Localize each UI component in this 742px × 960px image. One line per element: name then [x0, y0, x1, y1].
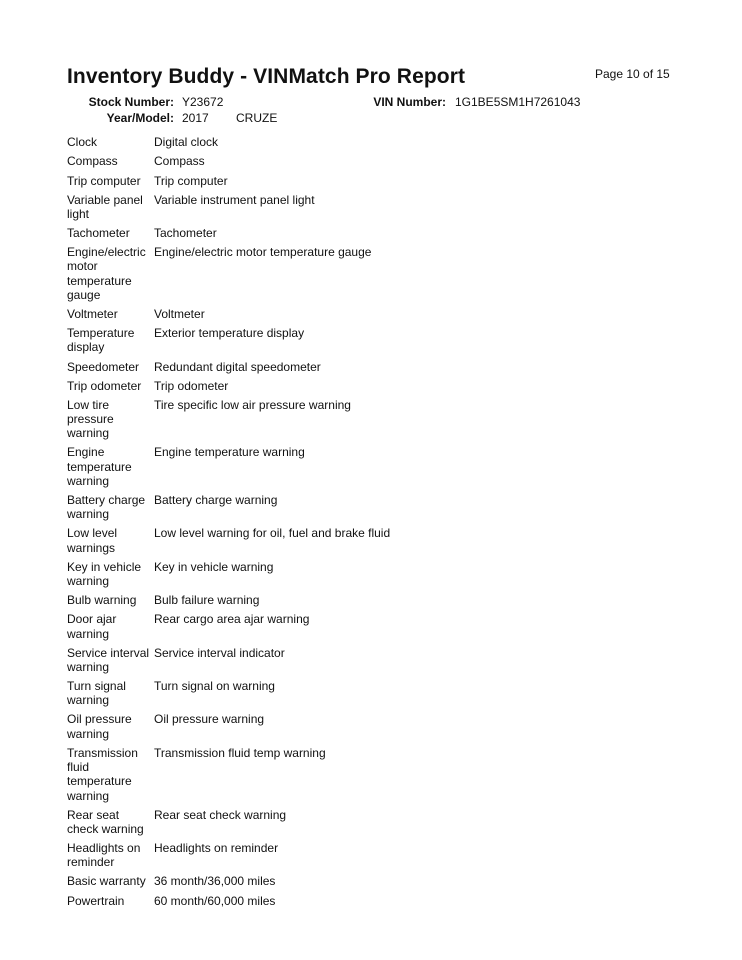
- spec-name: Headlights on reminder: [67, 841, 141, 870]
- table-row: [67, 395, 667, 443]
- spec-name: Powertrain: [67, 893, 125, 908]
- vin-number-value: 1G1BE5SM1H7261043: [455, 95, 581, 109]
- table-row: [67, 324, 667, 357]
- spec-value: Headlights on reminder: [154, 841, 279, 856]
- spec-value: Trip computer: [154, 173, 228, 188]
- table-row: [67, 591, 667, 610]
- spec-name: Tachometer: [67, 226, 130, 240]
- spec-value: 36 month/36,000 miles: [154, 874, 276, 889]
- spec-value: Oil pressure warning: [154, 712, 265, 727]
- table-row: [67, 524, 667, 557]
- table-row: [67, 305, 667, 324]
- table-row: [67, 190, 667, 223]
- spec-value: Battery charge warning: [154, 493, 278, 507]
- table-row: [67, 133, 667, 152]
- stock-number-label: Stock Number:: [88, 95, 174, 109]
- spec-value: Trip odometer: [154, 378, 229, 393]
- table-row: [67, 743, 667, 805]
- model-value: CRUZE: [236, 111, 278, 125]
- spec-name: Engine temperature warning: [67, 445, 132, 488]
- spec-table: [67, 133, 667, 910]
- table-row: [67, 443, 667, 491]
- spec-name: Low level warnings: [67, 526, 118, 555]
- table-row: [67, 557, 667, 590]
- table-row: [67, 677, 667, 710]
- spec-value: Tire specific low air pressure warning: [154, 397, 351, 412]
- year-model-label: Year/Model:: [106, 111, 174, 125]
- table-row: [67, 643, 667, 676]
- spec-name: Voltmeter: [67, 307, 118, 322]
- spec-value: Key in vehicle warning: [154, 559, 274, 574]
- table-row: [67, 610, 667, 643]
- spec-value: Voltmeter: [154, 307, 205, 322]
- spec-name: Clock: [67, 135, 98, 150]
- spec-name: Turn signal warning: [67, 678, 126, 708]
- table-row: [67, 805, 667, 838]
- spec-value: Redundant digital speedometer: [154, 359, 321, 374]
- spec-value: Service interval indicator: [154, 645, 285, 660]
- year-value: 2017: [182, 111, 209, 125]
- spec-value: Exterior temperature display: [154, 326, 305, 341]
- spec-name: Battery charge warning: [67, 493, 146, 522]
- spec-name: Trip computer: [67, 173, 141, 188]
- page-number: Page 10 of 15: [595, 67, 670, 81]
- spec-value: Rear seat check warning: [154, 807, 287, 822]
- table-row: [67, 224, 667, 243]
- vin-number-label: VIN Number:: [373, 95, 446, 109]
- table-row: [67, 710, 667, 743]
- spec-value: Turn signal on warning: [154, 678, 275, 693]
- table-row: [67, 839, 667, 872]
- spec-value: Rear cargo area ajar warning: [154, 612, 310, 627]
- spec-value: Engine/electric motor temperature gauge: [154, 245, 372, 260]
- spec-value: Variable instrument panel light: [154, 192, 315, 207]
- spec-name: Rear seat check warning: [67, 807, 144, 836]
- stock-number-value: Y23672: [182, 95, 224, 109]
- spec-name: Trip odometer: [67, 378, 142, 393]
- table-row: [67, 872, 667, 891]
- spec-name: Engine/electric motor temperature gauge: [67, 245, 146, 302]
- table-row: [67, 891, 667, 910]
- table-row: [67, 491, 667, 524]
- spec-name: Oil pressure warning: [67, 712, 132, 741]
- table-row: [67, 376, 667, 395]
- table-row: [67, 243, 667, 305]
- table-row: [67, 357, 667, 376]
- spec-name: Service interval warning: [67, 645, 150, 674]
- spec-name: Basic warranty: [67, 874, 146, 889]
- table-row: [67, 152, 667, 171]
- spec-name: Key in vehicle warning: [67, 559, 142, 589]
- spec-value: 60 month/60,000 miles: [154, 893, 276, 908]
- spec-value: Low level warning for oil, fuel and brake fluid: [154, 526, 391, 541]
- table-row: [67, 171, 667, 190]
- spec-name: Variable panel light: [67, 192, 143, 221]
- report-title: Inventory Buddy - VINMatch Pro Report: [67, 65, 466, 88]
- spec-name: Transmission fluid temperature warning: [67, 745, 138, 803]
- spec-name: Temperature display: [67, 326, 135, 355]
- spec-value: Tachometer: [154, 226, 217, 240]
- spec-value: Engine temperature warning: [154, 445, 305, 460]
- spec-name: Bulb warning: [67, 593, 137, 608]
- spec-value: Bulb failure warning: [154, 593, 260, 608]
- spec-value: Transmission fluid temp warning: [154, 745, 326, 760]
- spec-name: Compass: [67, 154, 118, 169]
- spec-name: Speedometer: [67, 359, 140, 374]
- spec-value: Digital clock: [154, 135, 219, 150]
- spec-name: Door ajar warning: [67, 612, 117, 641]
- spec-name: Low tire pressure warning: [67, 397, 114, 441]
- spec-value: Compass: [154, 154, 205, 169]
